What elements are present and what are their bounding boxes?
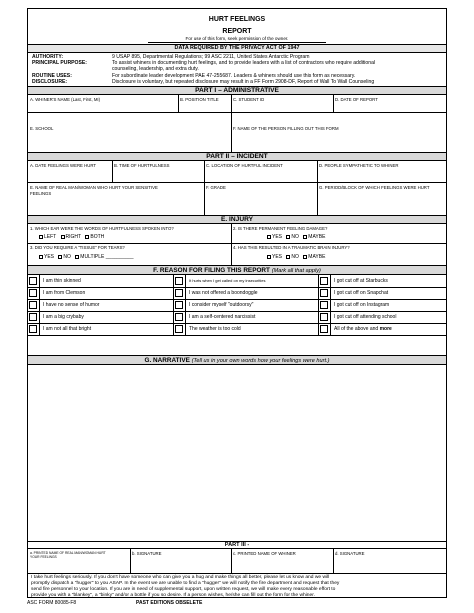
purpose-label: PRINCIPAL PURPOSE:: [32, 60, 88, 66]
sympathetic-label: D. PEOPLE SYMPATHETIC TO WHINER: [319, 163, 399, 168]
period-field[interactable]: [318, 197, 447, 214]
disclosure-label: DISCLOSURE:: [32, 79, 68, 85]
reason-school-checkbox[interactable]: [320, 313, 328, 321]
reason-label: I am a big crybaby: [43, 314, 84, 320]
printed-name-hurter-label: a. PRINTED NAME OF REAL MAN/WOMAN HURT YOUR FEELINGS: [30, 551, 106, 559]
form-subtitle: REPORT: [222, 28, 252, 35]
person-filling-field[interactable]: [232, 132, 447, 152]
reason-label: I am thin skinned: [43, 278, 81, 284]
tissue-yes-checkbox[interactable]: [39, 255, 43, 259]
name-hurter-label-1: E. NAME OF REAL MAN/WOMAN WHO HURT YOUR SENSITIVE: [30, 185, 158, 190]
location-field[interactable]: [205, 169, 317, 181]
injury-q2: 2. IS THERE PERMANENT FEELING DAMAGE?: [233, 226, 328, 231]
reason-grid: [28, 275, 446, 355]
reason-instagram-checkbox[interactable]: [320, 301, 328, 309]
reason-cold-checkbox[interactable]: [175, 325, 183, 333]
obsolete-note: PAST EDITIONS OBSELETE: [136, 600, 203, 606]
purpose-text-1: To assist whiners in documenting hurt feelings, and to provide leaders with a list of contractors who require additional: [112, 60, 376, 66]
damage-yes-checkbox[interactable]: [267, 235, 271, 239]
date-hurt-field[interactable]: [28, 169, 112, 181]
reason-starbucks-checkbox[interactable]: [320, 277, 328, 285]
reason-label: I got cut off at Starbucks: [334, 278, 388, 284]
printed-whiner-field[interactable]: [232, 559, 333, 572]
reason-label: I was not offered a boondoggle: [189, 290, 258, 296]
reason-outdoorsy-checkbox[interactable]: [175, 301, 183, 309]
injury-q3: 3. DID YOU REQUIRE A "TISSUE" FOR TEARS?: [30, 245, 125, 250]
left-ear-checkbox[interactable]: [39, 235, 43, 239]
reason-narcissist-checkbox[interactable]: [175, 313, 183, 321]
signature-d-label: d. SIGNATURE: [335, 551, 365, 556]
reason-label: I am from Clemson: [43, 290, 86, 296]
reason-label: The weather is too cold: [189, 326, 241, 332]
date-of-report-field[interactable]: [334, 102, 447, 111]
form-number: ASC FORM 80085-F8: [27, 600, 77, 606]
injury-q1: 1. WHICH EAR WERE THE WORDS OF HURTFULNESS SPOKEN INTO?: [30, 226, 174, 231]
reason-label: It hurts when I get called on my insecurities: [189, 278, 266, 283]
name-hurter-field[interactable]: [28, 197, 204, 214]
injury-q4-options: YES NO MAYBE: [264, 254, 325, 260]
printed-whiner-label: c. PRINTED NAME OF WHINER: [233, 551, 296, 556]
position-title-label: B. POSITION TITLE: [180, 97, 219, 102]
whiner-name-label: A. WHINER'S NAME (Last, First, MI): [30, 97, 101, 102]
printed-name-hurter-field[interactable]: [28, 559, 130, 572]
reason-label: I am not all that bright: [43, 326, 92, 332]
privacy-heading: DATA REQUIRED BY THE PRIVACY ACT OF 1947: [28, 44, 446, 53]
reason-clemson-checkbox[interactable]: [29, 289, 37, 297]
sympathetic-field[interactable]: [318, 169, 447, 181]
narrative-field[interactable]: [28, 365, 446, 541]
grade-field[interactable]: [205, 197, 317, 214]
injury-heading: E. INJURY: [28, 215, 446, 224]
date-of-report-label: D. DATE OF REPORT: [335, 97, 378, 102]
time-hurt-label: B. TIME OF HURTFULNESS: [114, 163, 170, 168]
injury-q4: 4. HAS THIS RESULTED IN A TRAUMATIC BRAIN INJURY?: [233, 245, 350, 250]
student-id-label: C. STUDENT ID: [233, 97, 265, 102]
school-field[interactable]: [28, 132, 231, 152]
position-title-field[interactable]: [179, 102, 231, 111]
reason-label: I got cut off attending school: [334, 314, 397, 320]
time-hurt-field[interactable]: [113, 169, 204, 181]
tbi-no-checkbox[interactable]: [286, 255, 290, 259]
date-hurt-label: A. DATE FEELINGS WERE HURT: [30, 163, 96, 168]
reason-crybaby-checkbox[interactable]: [29, 313, 37, 321]
disclosure-text: Disclosure is voluntary, but repeated disclosure may result in a FF Form 2908-DF, Report of Wall To Wall Counseling: [112, 79, 375, 85]
reason-label: I have no sense of humor: [43, 302, 100, 308]
person-filling-label: F. NAME OF THE PERSON FILLING OUT THIS FORM: [233, 126, 339, 131]
damage-no-checkbox[interactable]: [286, 235, 290, 239]
reason-label: I am a self-centered narcissist: [189, 314, 256, 320]
reason-boondoggle-checkbox[interactable]: [175, 289, 183, 297]
signature-b-label: b. SIGNATURE: [132, 551, 162, 556]
both-ears-checkbox[interactable]: [85, 235, 89, 239]
tissue-multiple-checkbox[interactable]: [75, 255, 79, 259]
reason-label: All of the above and more: [334, 326, 392, 332]
purpose-text-2: counseling, leadership, and extra duty.: [112, 66, 199, 72]
routine-text: For subordinate leader development PAE 47-255687. Leaders & whiners should use this form as necessary.: [112, 73, 356, 79]
grade-label: F. GRADE: [206, 185, 226, 190]
authority-text: 9 USAP 895, Departmental Regulations; 99 ASC 2211, United States Antarctic Program: [112, 54, 310, 60]
period-label: G. PERIOD/BLOCK OF WHICH FEELINGS WERE HURT: [319, 185, 430, 190]
location-label: C. LOCATION OF HURTFUL INCIDENT: [206, 163, 283, 168]
whiner-name-field[interactable]: [28, 102, 178, 111]
reason-label: I got cut off on Instagram: [334, 302, 390, 308]
injury-q3-options: YES NO MULTIPLE __________: [36, 254, 134, 260]
reason-heading: F. REASON FOR FILING THIS REPORT (Mark all that apply): [28, 265, 446, 275]
footer-paragraph: I take hurt feelings seriously. If you don't have someone who can give you a hug and make things all better, please let us know and we will promptly dispatch a "hugger" to you ASAP. In the event we are unable to find a "hugger" we will notify the fire department and request that they send fire personnel to your location. If you are in need of supplemental support, upon written request, we will make every reasonable effort to provide you with a "blankey", a "binky" and/or a bottle if you so desire. If a person wishes, he/she can fill out the form for the whiner.: [31, 575, 340, 598]
part3-heading: PART III -: [28, 541, 446, 549]
reason-no-humor-checkbox[interactable]: [29, 301, 37, 309]
reason-thin-skinned-checkbox[interactable]: [29, 277, 37, 285]
student-id-field[interactable]: [232, 102, 333, 111]
narrative-heading: G. NARRATIVE (Tell us in your own words how your feelings were hurt.): [28, 355, 446, 365]
reason-label: I got cut off on Snapchat: [334, 290, 389, 296]
reason-snapchat-checkbox[interactable]: [320, 289, 328, 297]
part1-heading: PART I – ADMINISTRATIVE: [28, 86, 446, 95]
tbi-yes-checkbox[interactable]: [267, 255, 271, 259]
tissue-no-checkbox[interactable]: [58, 255, 62, 259]
reason-all-above-checkbox[interactable]: [320, 325, 328, 333]
routine-label: ROUTINE USES:: [32, 73, 72, 79]
injury-q2-options: YES NO MAYBE: [264, 234, 325, 240]
authority-label: AUTHORITY:: [32, 54, 64, 60]
tbi-maybe-checkbox[interactable]: [303, 255, 307, 259]
reason-label: I consider myself "outdoorsy": [189, 302, 254, 308]
reason-insecurities-checkbox[interactable]: [175, 277, 183, 285]
right-ear-checkbox[interactable]: [61, 235, 65, 239]
note-underline: [148, 42, 326, 43]
hurt-feelings-form: [27, 8, 447, 598]
reason-not-bright-checkbox[interactable]: [29, 325, 37, 333]
signature-b-field[interactable]: [131, 559, 231, 572]
form-title: HURT FEELINGS: [208, 16, 266, 23]
injury-q1-options: LEFT RIGHT BOTH: [36, 234, 104, 240]
damage-maybe-checkbox[interactable]: [303, 235, 307, 239]
school-label: E. SCHOOL: [30, 126, 54, 131]
name-hurter-label-2: FEELINGS: [30, 191, 52, 196]
part2-heading: PART II – INCIDENT: [28, 152, 446, 161]
form-note: For use of this form, seek permission of the owner.: [185, 36, 289, 41]
signature-d-field[interactable]: [334, 559, 447, 572]
